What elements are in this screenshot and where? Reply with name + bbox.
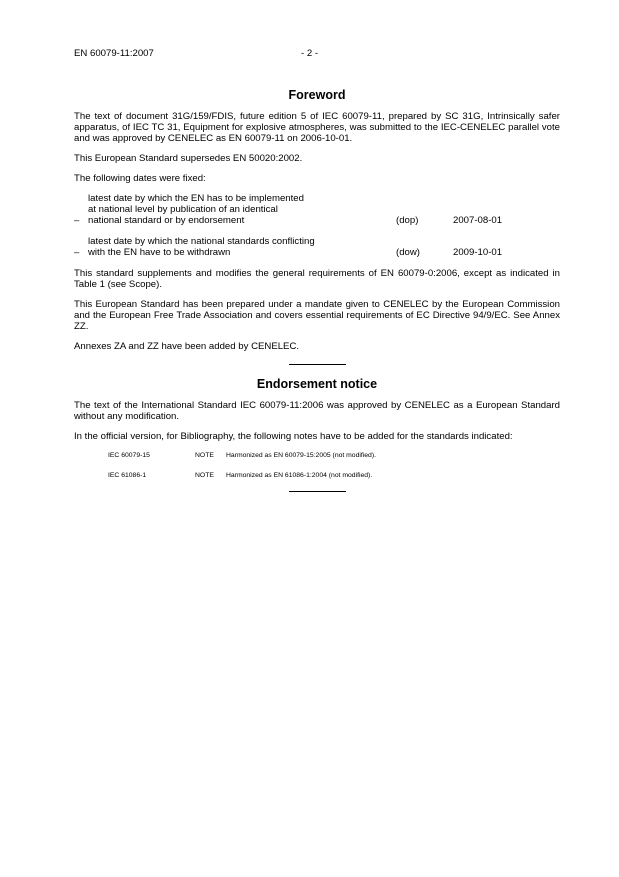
- date-item-line: latest date by which the national standards conflicting: [88, 236, 315, 247]
- dates-list: [74, 193, 560, 258]
- date-item-line: latest date by which the EN has to be implemented: [88, 193, 304, 204]
- bibliography-note: [108, 451, 560, 460]
- date-code: (dow): [396, 247, 420, 258]
- foreword-paragraph: This standard supplements and modifies the general requirements of EN 60079-0:2006, except as indicated in Table 1 (see Scope).: [74, 268, 560, 290]
- section-divider: [289, 491, 346, 492]
- date-item-line: at national level by publication of an identical: [88, 204, 278, 215]
- document-id: EN 60079-11:2007: [74, 48, 154, 59]
- note-label: NOTE: [195, 472, 214, 479]
- date-value: 2009-10-01: [453, 247, 503, 258]
- list-dash: –: [74, 247, 80, 258]
- list-dash: –: [74, 215, 80, 226]
- foreword-paragraph: The text of document 31G/159/FDIS, future edition 5 of IEC 60079-11, prepared by SC 31G, Intrinsically safer apparatus, of IEC TC 31, Equipment for explosive atmospheres, was submitted to the IEC-CENELEC parallel vote and was approved by CENELEC as EN 60079-11 on 2006-10-01.: [74, 111, 560, 144]
- date-value: 2007-08-01: [453, 215, 503, 226]
- page-content: [74, 88, 560, 504]
- note-standard: IEC 60079-15: [108, 452, 150, 459]
- note-label: NOTE: [195, 452, 214, 459]
- section-divider: [289, 364, 346, 365]
- note-standard: IEC 61086-1: [108, 472, 147, 479]
- foreword-title: Foreword: [288, 88, 346, 102]
- date-item-dow: [74, 236, 560, 258]
- endorsement-paragraph: In the official version, for Bibliography, the following notes have to be added for the standards indicated:: [74, 431, 513, 442]
- date-code: (dop): [396, 215, 419, 226]
- foreword-paragraph: This European Standard supersedes EN 50020:2002.: [74, 153, 303, 164]
- foreword-paragraph: The following dates were fixed:: [74, 173, 206, 184]
- date-item-dop: [74, 193, 560, 226]
- date-item-text: [88, 193, 396, 226]
- date-item-line: with the EN have to be withdrawn: [88, 247, 231, 258]
- note-text: Harmonized as EN 61086-1:2004 (not modified).: [226, 472, 373, 479]
- note-text: Harmonized as EN 60079-15:2005 (not modified).: [226, 452, 376, 459]
- endorsement-paragraph: The text of the International Standard IEC 60079-11:2006 was approved by CENELEC as a European Standard without any modification.: [74, 400, 560, 422]
- date-item-text: [88, 236, 396, 258]
- bibliography-note: [108, 471, 560, 480]
- page-number: - 2 -: [300, 48, 319, 59]
- date-item-line: national standard or by endorsement: [88, 215, 245, 226]
- foreword-paragraph: Annexes ZA and ZZ have been added by CENELEC.: [74, 341, 300, 352]
- foreword-paragraph: This European Standard has been prepared under a mandate given to CENELEC by the European Commission and the European Free Trade Association and covers essential requirements of EC Directive 94/9/EC. See Annex ZZ.: [74, 299, 560, 332]
- endorsement-title: Endorsement notice: [256, 377, 378, 391]
